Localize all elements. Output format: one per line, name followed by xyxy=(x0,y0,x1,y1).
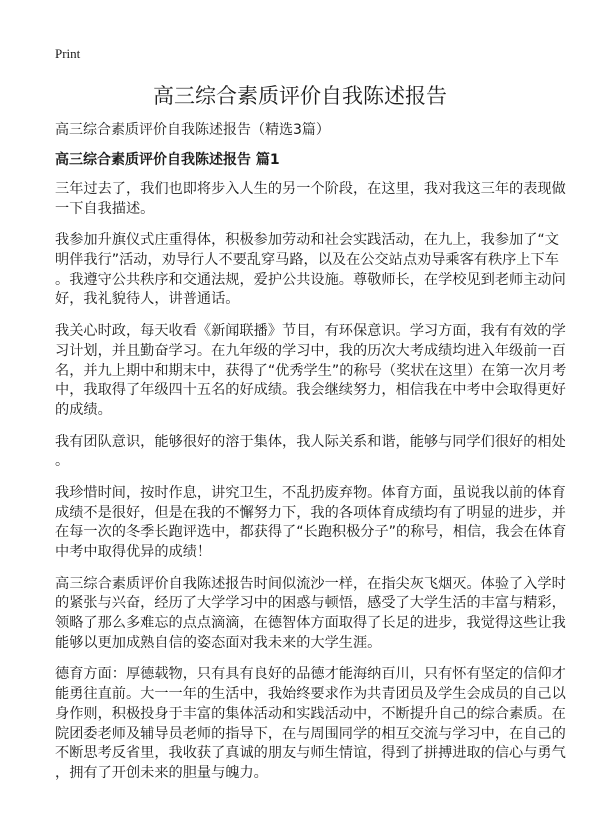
paragraph-line: 院团委老师及辅导员老师的指导下，在与周围同学的相互交流与学习中，在自己的 xyxy=(55,725,566,742)
paragraph-line: 。 xyxy=(55,453,70,470)
paragraph-line: 明伴我行”活动，劝导行人不要乱穿马路，以及在公交站点劝导乘客有秩序上下车 xyxy=(55,252,559,269)
paragraph-line: 我珍惜时间，按时作息，讲究卫生，不乱扔废弃物。体育方面，虽说我以前的体育 xyxy=(55,484,566,501)
paragraph xyxy=(55,484,575,563)
paragraph-line: 我关心时政，每天收看《新闻联播》节目，有环保意识。学习方面，我有有效的学 xyxy=(55,323,566,340)
paragraph-line: 我参加升旗仪式庄重得体，积极参加劳动和社会实践活动，在九上，我参加了“文 xyxy=(55,232,559,249)
paragraph xyxy=(55,180,575,219)
paragraph-line: 三年过去了，我们也即将步入人生的另一个阶段，在这里，我对我这三年的表现做 xyxy=(55,181,566,197)
page-title: 高三综合素质评价自我陈述报告 xyxy=(153,84,447,108)
section-heading: 高三综合素质评价自我陈述报告 篇1 xyxy=(55,152,280,168)
paragraph-line: 习计划，并且勤奋学习。在九年级的学习中，我的历次大考成绩均进入年级前一百 xyxy=(55,342,566,359)
paragraph-line: 高三综合素质评价自我陈述报告时间似流沙一样，在指尖灰飞烟灭。体验了入学时 xyxy=(55,575,566,592)
paragraph-line: 的紧张与兴奋，经历了大学学习中的困惑与顿悟，感受了大学生活的丰富与精彩， xyxy=(55,595,566,612)
paragraph-line: 一下自我描述。 xyxy=(55,200,155,217)
paragraph-line: 德育方面：厚德载物，只有具有良好的品德才能海纳百川，只有怀有坚定的信仰才 xyxy=(55,666,566,683)
document-body xyxy=(55,180,575,796)
paragraph-line: 不断思考反省里，我收获了真诚的朋友与师生情谊，得到了拼搏进取的信心与勇气 xyxy=(55,745,566,762)
paragraph-line: 身作则，积极投身于丰富的集体活动和实践活动中，不断提升自己的综合素质。在 xyxy=(55,705,566,722)
paragraph-line: 在每一次的冬季长跑评选中，都获得了“长跑积极分子”的称号，相信，我会在体育 xyxy=(55,524,567,541)
paragraph xyxy=(55,665,575,783)
paragraph-line: 。我遵守公共秩序和交通法规，爱护公共设施。尊敬师长，在学校见到老师主动问 xyxy=(55,271,566,288)
paragraph-line: 的成绩。 xyxy=(55,401,112,418)
document-subtitle: 高三综合素质评价自我陈述报告（精选3篇） xyxy=(55,122,330,138)
paragraph-line: 成绩不是很好，但是在我的不懈努力下，我的各项体育成绩均有了明显的进步，并 xyxy=(55,504,566,521)
paragraph-line: ，拥有了开创未来的胆量与魄力。 xyxy=(55,764,268,781)
print-link[interactable]: Print xyxy=(55,46,81,61)
paragraph-line: 名，并九上期中和期末中，获得了“优秀学生”的称号（奖状在这里）在第一次月考 xyxy=(55,362,567,379)
paragraph-line: 中，我取得了年级四十五名的好成绩。我会继续努力，相信我在中考中会取得更好 xyxy=(55,382,566,399)
paragraph-line: 我有团队意识，能够很好的溶于集体，我人际关系和谐，能够与同学们很好的相处 xyxy=(55,433,566,450)
paragraph xyxy=(55,575,575,654)
paragraph xyxy=(55,231,575,310)
paragraph xyxy=(55,433,575,472)
paragraph-line: 能勇往直前。大一一年的生活中，我始终要求作为共青团员及学生会成员的自己以 xyxy=(55,686,566,703)
paragraph-line: 领略了那么多难忘的点点滴滴，在德智体方面取得了长足的进步，我觉得这些让我 xyxy=(55,615,566,632)
paragraph-line: 能够以更加成熟自信的姿态面对我未来的大学生涯。 xyxy=(55,634,382,651)
paragraph-line: 好，我礼貌待人，讲普通话。 xyxy=(55,291,240,308)
paragraph xyxy=(55,322,575,420)
paragraph-line: 中考中取得优异的成绩！ xyxy=(55,544,212,560)
